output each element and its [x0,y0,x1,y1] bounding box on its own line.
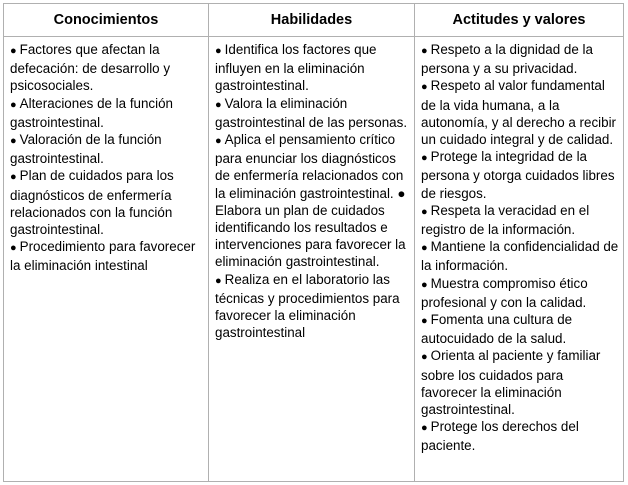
bullet-icon: ● [10,171,17,184]
cell-conocimientos [4,37,209,482]
list-item-text: Factores que afectan la defecación: de desarrollo y psicosociales. [10,42,171,94]
list-conocimientos [10,41,204,275]
bullet-icon: ● [10,45,17,57]
list-item-text: Muestra compromiso ético profesional y con la calidad. [421,275,588,310]
list-item [215,271,410,342]
header-habilidades: Habilidades [209,4,415,37]
bullet-icon: ● [421,205,428,218]
header-conocimientos: Conocimientos [4,4,209,37]
list-item [421,347,619,418]
bullet-icon: ● [421,81,428,94]
list-item-text: Valoración de la función gastrointestinal. [10,132,162,167]
list-item [421,238,619,274]
list-item-text: Protege la integridad de la persona y otorga cuidados libres de riesgos. [421,149,615,201]
list-item [10,238,204,274]
list-item-text: Fomenta una cultura de autocuidado de la salud. [421,312,573,347]
bullet-icon: ● [421,422,428,435]
bullet-icon: ● [215,274,222,287]
list-item [10,41,204,95]
list-item-text: Plan de cuidados para los diagnósticos de enfermería relacionados con la función gastrointestinal. [10,168,174,238]
bullet-icon: ● [421,278,428,291]
list-item [10,167,204,238]
list-item [215,131,410,271]
list-item-text: Respeto a la dignidad de la persona y a su privacidad. [421,42,593,77]
bullet-icon: ● [421,351,428,364]
competencies-table [3,3,624,482]
bullet-icon: ● [215,98,222,111]
list-item [421,275,619,311]
list-item [421,41,619,77]
list-item-text: Identifica los factores que influyen en la eliminación gastrointestinal. [215,42,377,94]
list-item-text: Mantiene la confidencialidad de la información. [421,239,619,274]
list-item-text: Aplica el pensamiento crítico para enunciar los diagnósticos de enfermería relacionados con la eliminación gastrointestinal. ● Elabora un plan de cuidados identificando los resultados e intervenciones para favorecer la eliminación gastrointestinal. [215,132,406,270]
list-item [215,41,410,95]
bullet-icon: ● [421,152,428,165]
list-item-text: Alteraciones de la función gastrointestinal. [10,95,174,130]
list-item [10,131,204,167]
list-item-text: Realiza en el laboratorio las técnicas y procedimientos para favorecer la eliminación gastrointestinal [215,271,400,341]
list-item-text: Procedimiento para favorecer la eliminación intestinal [10,239,196,274]
list-item-text: Respeto al valor fundamental de la vida humana, a la autonomía, y al derecho a recibir un cuidado integral y de calidad. [421,78,617,148]
bullet-icon: ● [421,242,428,255]
list-item-text: Orienta al paciente y familiar sobre los cuidados para favorecer la eliminación gastrointestinal. [421,348,601,418]
bullet-icon: ● [421,45,428,57]
list-item-text: Protege los derechos del paciente. [421,419,579,454]
cell-actitudes-valores [415,37,624,482]
list-item-text: Valora la eliminación gastrointestinal de las personas. [215,95,408,130]
bullet-icon: ● [421,315,428,328]
bullet-icon: ● [10,242,17,255]
list-habilidades [215,41,410,341]
bullet-icon: ● [10,135,17,148]
list-item [421,311,619,347]
list-item [421,77,619,148]
list-item-text: Respeta la veracidad en el registro de la información. [421,202,590,238]
competencies-table-container [3,3,624,482]
bullet-icon: ● [215,135,222,148]
list-item [421,148,619,202]
header-actitudes-valores: Actitudes y valores [415,4,624,37]
bullet-icon: ● [10,98,17,111]
bullet-icon: ● [215,45,222,57]
list-item [421,202,619,238]
list-item [421,418,619,454]
cell-habilidades [209,37,415,482]
header-row [4,4,624,37]
content-row [4,37,624,482]
list-actitudes-valores [421,41,619,455]
list-item [10,95,204,131]
list-item [215,95,410,131]
